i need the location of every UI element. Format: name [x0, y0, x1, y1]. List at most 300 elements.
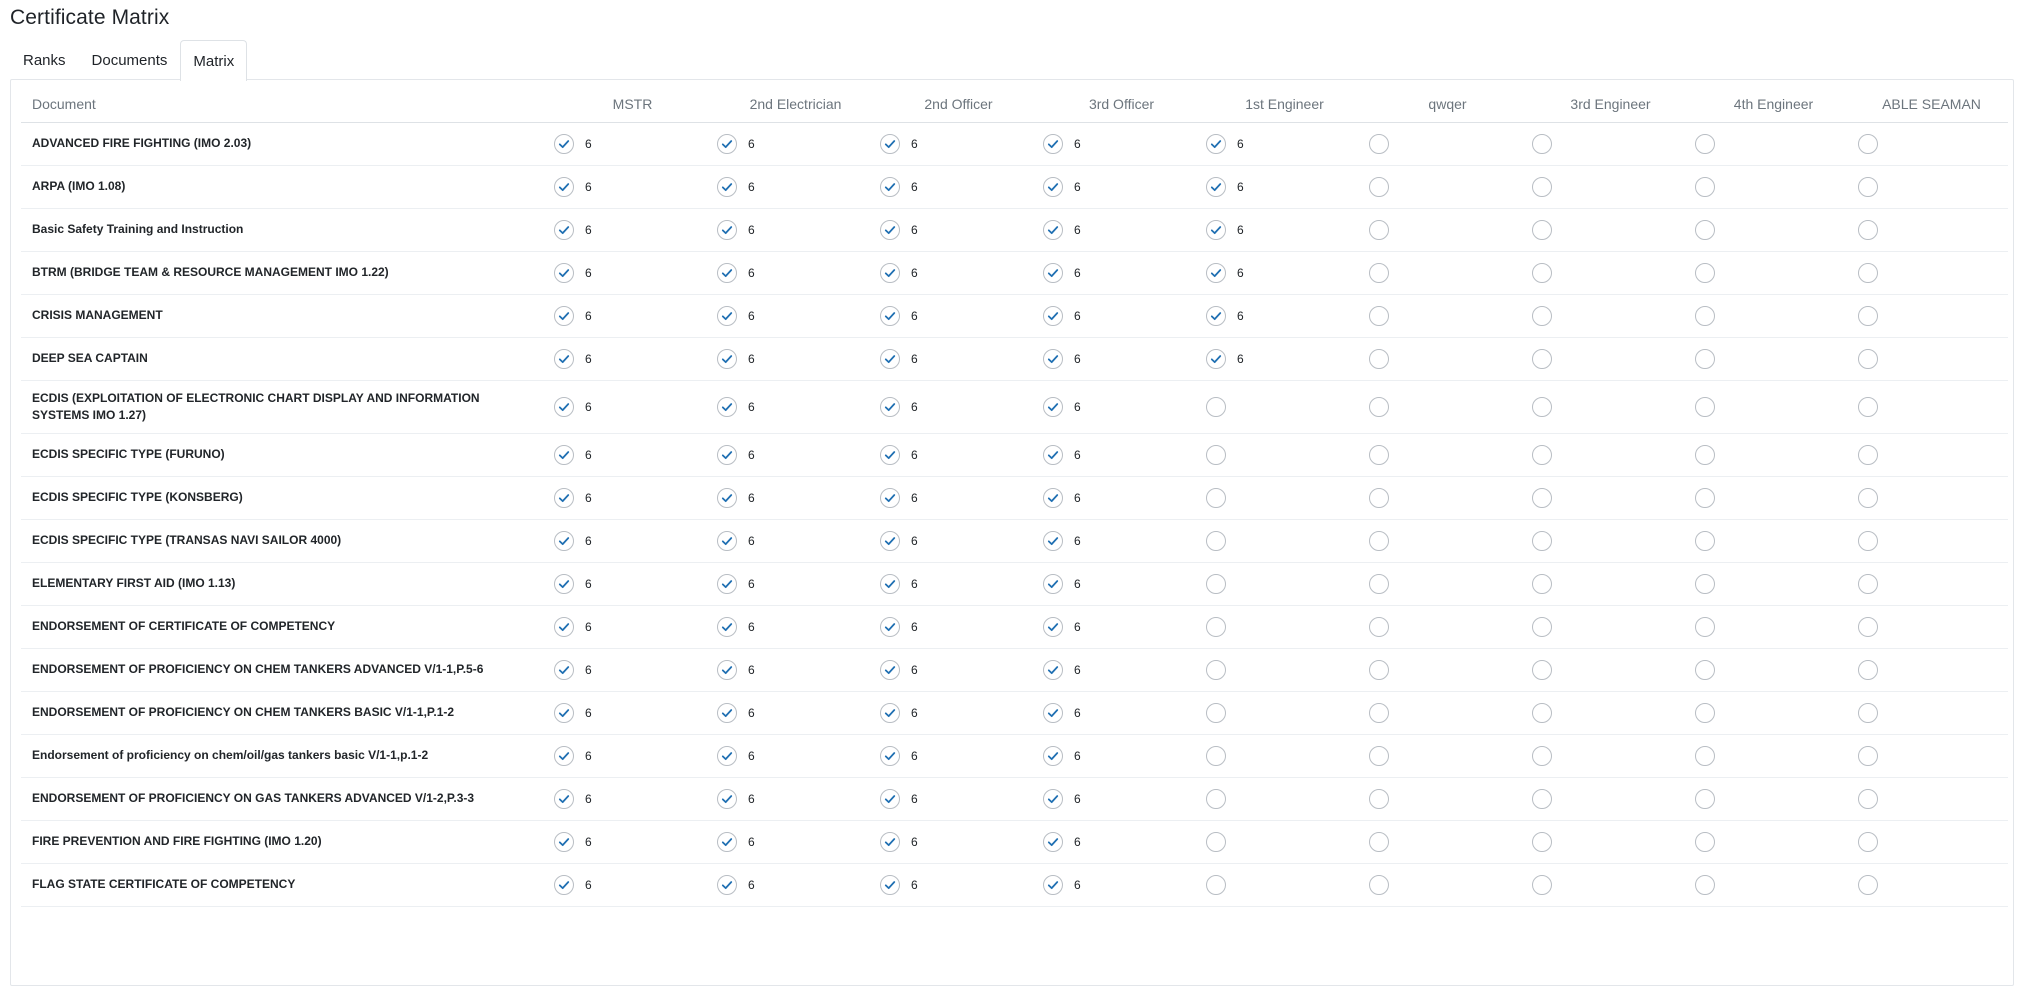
matrix-cell [1203, 863, 1366, 906]
matrix-cell [1692, 433, 1855, 476]
unchecked-checkbox[interactable] [1532, 531, 1552, 551]
matrix-cell [1529, 691, 1692, 734]
document-name: Basic Safety Training and Instruction [21, 208, 551, 251]
unchecked-checkbox[interactable] [1858, 177, 1878, 197]
checked-checkbox[interactable] [717, 306, 737, 326]
matrix-cell [1203, 122, 1366, 165]
unchecked-checkbox[interactable] [1858, 488, 1878, 508]
checkmark-icon [720, 534, 734, 548]
checkmark-icon [720, 309, 734, 323]
unchecked-checkbox[interactable] [1369, 660, 1389, 680]
checked-checkbox[interactable] [717, 617, 737, 637]
tab-ranks[interactable]: Ranks [23, 52, 66, 69]
document-count: 6 [1074, 136, 1081, 151]
unchecked-checkbox[interactable] [1369, 397, 1389, 417]
document-count: 6 [748, 179, 755, 194]
checked-checkbox[interactable] [554, 832, 574, 852]
document-count: 6 [911, 399, 918, 414]
matrix-cell [1040, 648, 1203, 691]
header-row [21, 87, 2008, 122]
checked-checkbox[interactable] [880, 134, 900, 154]
unchecked-checkbox[interactable] [1695, 703, 1715, 723]
unchecked-checkbox[interactable] [1206, 789, 1226, 809]
checkmark-icon [720, 352, 734, 366]
unchecked-checkbox[interactable] [1206, 660, 1226, 680]
checkmark-icon [557, 266, 571, 280]
document-count: 6 [585, 705, 592, 720]
checkmark-icon [720, 266, 734, 280]
unchecked-checkbox[interactable] [1858, 397, 1878, 417]
checked-checkbox[interactable] [1043, 574, 1063, 594]
checked-checkbox[interactable] [1043, 488, 1063, 508]
unchecked-checkbox[interactable] [1206, 875, 1226, 895]
checked-checkbox[interactable] [1043, 134, 1063, 154]
checked-checkbox[interactable] [1043, 177, 1063, 197]
document-count: 6 [748, 662, 755, 677]
checked-checkbox[interactable] [717, 349, 737, 369]
unchecked-checkbox[interactable] [1369, 134, 1389, 154]
checked-checkbox[interactable] [1043, 703, 1063, 723]
checked-checkbox[interactable] [717, 832, 737, 852]
matrix-cell [551, 820, 714, 863]
checked-checkbox[interactable] [554, 746, 574, 766]
checked-checkbox[interactable] [1043, 746, 1063, 766]
checked-checkbox[interactable] [717, 531, 737, 551]
unchecked-checkbox[interactable] [1206, 488, 1226, 508]
matrix-cell [1366, 519, 1529, 562]
unchecked-checkbox[interactable] [1695, 789, 1715, 809]
checked-checkbox[interactable] [554, 306, 574, 326]
unchecked-checkbox[interactable] [1369, 177, 1389, 197]
unchecked-checkbox[interactable] [1369, 263, 1389, 283]
matrix-cell [1855, 562, 2008, 605]
rank-column-header: MSTR [551, 87, 714, 122]
document-count: 6 [585, 265, 592, 280]
checkmark-icon [720, 663, 734, 677]
checked-checkbox[interactable] [1043, 875, 1063, 895]
document-count: 6 [1074, 748, 1081, 763]
unchecked-checkbox[interactable] [1369, 306, 1389, 326]
unchecked-checkbox[interactable] [1206, 832, 1226, 852]
checked-checkbox[interactable] [1043, 306, 1063, 326]
checked-checkbox[interactable] [717, 445, 737, 465]
checked-checkbox[interactable] [717, 875, 737, 895]
unchecked-checkbox[interactable] [1532, 617, 1552, 637]
matrix-cell [1692, 208, 1855, 251]
document-count: 6 [585, 834, 592, 849]
document-count: 6 [1074, 179, 1081, 194]
checked-checkbox[interactable] [554, 134, 574, 154]
matrix-cell [1040, 562, 1203, 605]
checked-checkbox[interactable] [880, 349, 900, 369]
unchecked-checkbox[interactable] [1532, 445, 1552, 465]
matrix-cell [714, 294, 877, 337]
document-count: 6 [585, 877, 592, 892]
checked-checkbox[interactable] [717, 220, 737, 240]
matrix-cell [551, 294, 714, 337]
table-row [21, 519, 2008, 562]
checkmark-icon [1046, 706, 1060, 720]
unchecked-checkbox[interactable] [1369, 746, 1389, 766]
document-count: 6 [911, 619, 918, 634]
checkmark-icon [1046, 835, 1060, 849]
document-name: Endorsement of proficiency on chem/oil/gas tankers basic V/1-1,p.1-2 [21, 734, 551, 777]
matrix-cell [1529, 519, 1692, 562]
unchecked-checkbox[interactable] [1369, 875, 1389, 895]
document-count: 6 [748, 351, 755, 366]
unchecked-checkbox[interactable] [1369, 220, 1389, 240]
document-count: 6 [1074, 351, 1081, 366]
checkmark-icon [1209, 180, 1223, 194]
checked-checkbox[interactable] [880, 397, 900, 417]
unchecked-checkbox[interactable] [1858, 660, 1878, 680]
checkmark-icon [883, 835, 897, 849]
checked-checkbox[interactable] [1043, 531, 1063, 551]
checked-checkbox[interactable] [717, 789, 737, 809]
checked-checkbox[interactable] [1206, 263, 1226, 283]
unchecked-checkbox[interactable] [1532, 574, 1552, 594]
unchecked-checkbox[interactable] [1532, 488, 1552, 508]
matrix-cell [714, 122, 877, 165]
checked-checkbox[interactable] [1043, 789, 1063, 809]
unchecked-checkbox[interactable] [1369, 531, 1389, 551]
matrix-cell [1692, 165, 1855, 208]
matrix-cell [1366, 122, 1529, 165]
unchecked-checkbox[interactable] [1532, 746, 1552, 766]
checked-checkbox[interactable] [1206, 306, 1226, 326]
checked-checkbox[interactable] [1206, 177, 1226, 197]
checked-checkbox[interactable] [1206, 134, 1226, 154]
unchecked-checkbox[interactable] [1858, 832, 1878, 852]
unchecked-checkbox[interactable] [1695, 445, 1715, 465]
unchecked-checkbox[interactable] [1858, 746, 1878, 766]
unchecked-checkbox[interactable] [1695, 397, 1715, 417]
checked-checkbox[interactable] [1043, 397, 1063, 417]
checked-checkbox[interactable] [554, 875, 574, 895]
checked-checkbox[interactable] [554, 574, 574, 594]
document-count: 6 [1074, 533, 1081, 548]
matrix-cell [1529, 648, 1692, 691]
matrix-cell [551, 337, 714, 380]
checkmark-icon [883, 620, 897, 634]
matrix-cell [551, 691, 714, 734]
matrix-cell [1203, 251, 1366, 294]
checked-checkbox[interactable] [880, 574, 900, 594]
checked-checkbox[interactable] [554, 531, 574, 551]
unchecked-checkbox[interactable] [1206, 703, 1226, 723]
document-count: 6 [748, 576, 755, 591]
matrix-cell [1040, 777, 1203, 820]
unchecked-checkbox[interactable] [1532, 349, 1552, 369]
checked-checkbox[interactable] [554, 488, 574, 508]
unchecked-checkbox[interactable] [1858, 574, 1878, 594]
checked-checkbox[interactable] [1043, 445, 1063, 465]
unchecked-checkbox[interactable] [1532, 703, 1552, 723]
unchecked-checkbox[interactable] [1695, 349, 1715, 369]
matrix-cell [877, 208, 1040, 251]
checkmark-icon [1046, 534, 1060, 548]
matrix-cell [714, 476, 877, 519]
checked-checkbox[interactable] [554, 397, 574, 417]
checkmark-icon [1046, 309, 1060, 323]
unchecked-checkbox[interactable] [1369, 349, 1389, 369]
checked-checkbox[interactable] [554, 177, 574, 197]
unchecked-checkbox[interactable] [1695, 177, 1715, 197]
rank-column-header: ABLE SEAMAN [1855, 87, 2008, 122]
checked-checkbox[interactable] [880, 220, 900, 240]
checked-checkbox[interactable] [554, 789, 574, 809]
table-row [21, 294, 2008, 337]
checked-checkbox[interactable] [880, 177, 900, 197]
matrix-cell [1529, 433, 1692, 476]
checked-checkbox[interactable] [717, 263, 737, 283]
checked-checkbox[interactable] [880, 832, 900, 852]
checked-checkbox[interactable] [880, 488, 900, 508]
unchecked-checkbox[interactable] [1695, 832, 1715, 852]
matrix-cell [1692, 294, 1855, 337]
checkmark-icon [1046, 620, 1060, 634]
unchecked-checkbox[interactable] [1532, 263, 1552, 283]
checked-checkbox[interactable] [880, 445, 900, 465]
checked-checkbox[interactable] [880, 875, 900, 895]
checkmark-icon [720, 577, 734, 591]
tab-matrix[interactable]: Matrix [180, 40, 247, 81]
unchecked-checkbox[interactable] [1532, 660, 1552, 680]
checkmark-icon [883, 352, 897, 366]
unchecked-checkbox[interactable] [1532, 397, 1552, 417]
document-name: FLAG STATE CERTIFICATE OF COMPETENCY [21, 863, 551, 906]
checkmark-icon [883, 309, 897, 323]
document-name: ADVANCED FIRE FIGHTING (IMO 2.03) [21, 122, 551, 165]
matrix-cell [1529, 208, 1692, 251]
checked-checkbox[interactable] [880, 746, 900, 766]
matrix-cell [551, 519, 714, 562]
matrix-cell [877, 476, 1040, 519]
table-row [21, 605, 2008, 648]
unchecked-checkbox[interactable] [1532, 134, 1552, 154]
matrix-cell [1366, 208, 1529, 251]
document-name: ECDIS SPECIFIC TYPE (TRANSAS NAVI SAILOR 4000) [21, 519, 551, 562]
unchecked-checkbox[interactable] [1206, 574, 1226, 594]
matrix-panel [10, 79, 2014, 986]
unchecked-checkbox[interactable] [1858, 134, 1878, 154]
matrix-cell [1855, 337, 2008, 380]
checkmark-icon [557, 534, 571, 548]
checked-checkbox[interactable] [717, 397, 737, 417]
unchecked-checkbox[interactable] [1858, 789, 1878, 809]
unchecked-checkbox[interactable] [1369, 488, 1389, 508]
matrix-cell [1855, 734, 2008, 777]
checked-checkbox[interactable] [554, 660, 574, 680]
unchecked-checkbox[interactable] [1532, 875, 1552, 895]
document-name: ECDIS SPECIFIC TYPE (KONSBERG) [21, 476, 551, 519]
checkmark-icon [1209, 223, 1223, 237]
matrix-cell [1692, 519, 1855, 562]
checked-checkbox[interactable] [1043, 349, 1063, 369]
unchecked-checkbox[interactable] [1532, 306, 1552, 326]
unchecked-checkbox[interactable] [1369, 703, 1389, 723]
table-row [21, 691, 2008, 734]
matrix-cell [877, 691, 1040, 734]
unchecked-checkbox[interactable] [1695, 134, 1715, 154]
document-count: 6 [1237, 179, 1244, 194]
checked-checkbox[interactable] [554, 617, 574, 637]
matrix-cell [1692, 476, 1855, 519]
unchecked-checkbox[interactable] [1695, 306, 1715, 326]
checked-checkbox[interactable] [1043, 660, 1063, 680]
unchecked-checkbox[interactable] [1206, 531, 1226, 551]
checkmark-icon [557, 223, 571, 237]
unchecked-checkbox[interactable] [1858, 263, 1878, 283]
matrix-cell [877, 562, 1040, 605]
unchecked-checkbox[interactable] [1858, 531, 1878, 551]
document-count: 6 [911, 705, 918, 720]
checkmark-icon [1209, 266, 1223, 280]
table-row [21, 208, 2008, 251]
matrix-cell [1529, 294, 1692, 337]
document-count: 6 [585, 447, 592, 462]
checked-checkbox[interactable] [880, 531, 900, 551]
document-count: 6 [585, 662, 592, 677]
checked-checkbox[interactable] [717, 134, 737, 154]
unchecked-checkbox[interactable] [1369, 832, 1389, 852]
checkmark-icon [883, 180, 897, 194]
matrix-cell [877, 251, 1040, 294]
checkmark-icon [557, 400, 571, 414]
matrix-cell [1855, 691, 2008, 734]
checked-checkbox[interactable] [880, 660, 900, 680]
table-row [21, 380, 2008, 433]
unchecked-checkbox[interactable] [1206, 617, 1226, 637]
checked-checkbox[interactable] [880, 789, 900, 809]
checkmark-icon [720, 400, 734, 414]
unchecked-checkbox[interactable] [1695, 263, 1715, 283]
unchecked-checkbox[interactable] [1858, 703, 1878, 723]
checked-checkbox[interactable] [1206, 220, 1226, 240]
tab-documents[interactable]: Documents [91, 52, 168, 69]
unchecked-checkbox[interactable] [1695, 746, 1715, 766]
unchecked-checkbox[interactable] [1858, 306, 1878, 326]
matrix-cell [1855, 165, 2008, 208]
checkmark-icon [557, 448, 571, 462]
rank-column-header: qwqer [1366, 87, 1529, 122]
checked-checkbox[interactable] [880, 306, 900, 326]
matrix-cell [714, 208, 877, 251]
unchecked-checkbox[interactable] [1858, 349, 1878, 369]
unchecked-checkbox[interactable] [1532, 177, 1552, 197]
checked-checkbox[interactable] [880, 617, 900, 637]
checked-checkbox[interactable] [554, 703, 574, 723]
unchecked-checkbox[interactable] [1369, 617, 1389, 637]
matrix-cell [1040, 519, 1203, 562]
checked-checkbox[interactable] [554, 445, 574, 465]
unchecked-checkbox[interactable] [1695, 875, 1715, 895]
matrix-cell [1040, 337, 1203, 380]
checked-checkbox[interactable] [880, 263, 900, 283]
table-row [21, 251, 2008, 294]
document-count: 6 [748, 136, 755, 151]
certificate-matrix-table [21, 87, 2008, 907]
checked-checkbox[interactable] [717, 574, 737, 594]
matrix-cell [1366, 648, 1529, 691]
unchecked-checkbox[interactable] [1532, 789, 1552, 809]
matrix-cell [1692, 648, 1855, 691]
unchecked-checkbox[interactable] [1858, 220, 1878, 240]
matrix-cell [1692, 380, 1855, 433]
checkmark-icon [720, 749, 734, 763]
matrix-cell [551, 380, 714, 433]
checked-checkbox[interactable] [1043, 263, 1063, 283]
unchecked-checkbox[interactable] [1369, 574, 1389, 594]
checked-checkbox[interactable] [717, 488, 737, 508]
checkmark-icon [720, 878, 734, 892]
checked-checkbox[interactable] [1043, 220, 1063, 240]
unchecked-checkbox[interactable] [1206, 445, 1226, 465]
unchecked-checkbox[interactable] [1206, 397, 1226, 417]
matrix-cell [877, 294, 1040, 337]
unchecked-checkbox[interactable] [1858, 875, 1878, 895]
unchecked-checkbox[interactable] [1369, 445, 1389, 465]
unchecked-checkbox[interactable] [1695, 574, 1715, 594]
matrix-cell [1203, 648, 1366, 691]
matrix-cell [1366, 433, 1529, 476]
matrix-cell [1040, 691, 1203, 734]
document-name: ELEMENTARY FIRST AID (IMO 1.13) [21, 562, 551, 605]
document-count: 6 [1074, 308, 1081, 323]
unchecked-checkbox[interactable] [1858, 445, 1878, 465]
checked-checkbox[interactable] [1043, 617, 1063, 637]
unchecked-checkbox[interactable] [1695, 617, 1715, 637]
matrix-cell [551, 433, 714, 476]
checked-checkbox[interactable] [554, 263, 574, 283]
checked-checkbox[interactable] [717, 660, 737, 680]
unchecked-checkbox[interactable] [1695, 488, 1715, 508]
checkmark-icon [883, 749, 897, 763]
matrix-cell [1040, 605, 1203, 648]
unchecked-checkbox[interactable] [1695, 531, 1715, 551]
checked-checkbox[interactable] [717, 177, 737, 197]
unchecked-checkbox[interactable] [1369, 789, 1389, 809]
table-row [21, 648, 2008, 691]
unchecked-checkbox[interactable] [1206, 746, 1226, 766]
checked-checkbox[interactable] [717, 746, 737, 766]
document-count: 6 [748, 748, 755, 763]
checkmark-icon [1046, 266, 1060, 280]
checked-checkbox[interactable] [717, 703, 737, 723]
matrix-cell [1366, 734, 1529, 777]
matrix-cell [714, 562, 877, 605]
unchecked-checkbox[interactable] [1695, 660, 1715, 680]
matrix-cell [1692, 562, 1855, 605]
matrix-cell [714, 337, 877, 380]
unchecked-checkbox[interactable] [1532, 220, 1552, 240]
document-count: 6 [1237, 222, 1244, 237]
matrix-cell [1366, 294, 1529, 337]
checked-checkbox[interactable] [880, 703, 900, 723]
checked-checkbox[interactable] [1043, 832, 1063, 852]
document-name: ENDORSEMENT OF PROFICIENCY ON GAS TANKERS ADVANCED V/1-2,P.3-3 [21, 777, 551, 820]
unchecked-checkbox[interactable] [1532, 832, 1552, 852]
matrix-cell [1855, 122, 2008, 165]
checked-checkbox[interactable] [1206, 349, 1226, 369]
unchecked-checkbox[interactable] [1858, 617, 1878, 637]
checkmark-icon [720, 448, 734, 462]
checked-checkbox[interactable] [554, 349, 574, 369]
checked-checkbox[interactable] [554, 220, 574, 240]
document-count: 6 [1237, 351, 1244, 366]
document-count: 6 [1074, 399, 1081, 414]
unchecked-checkbox[interactable] [1695, 220, 1715, 240]
